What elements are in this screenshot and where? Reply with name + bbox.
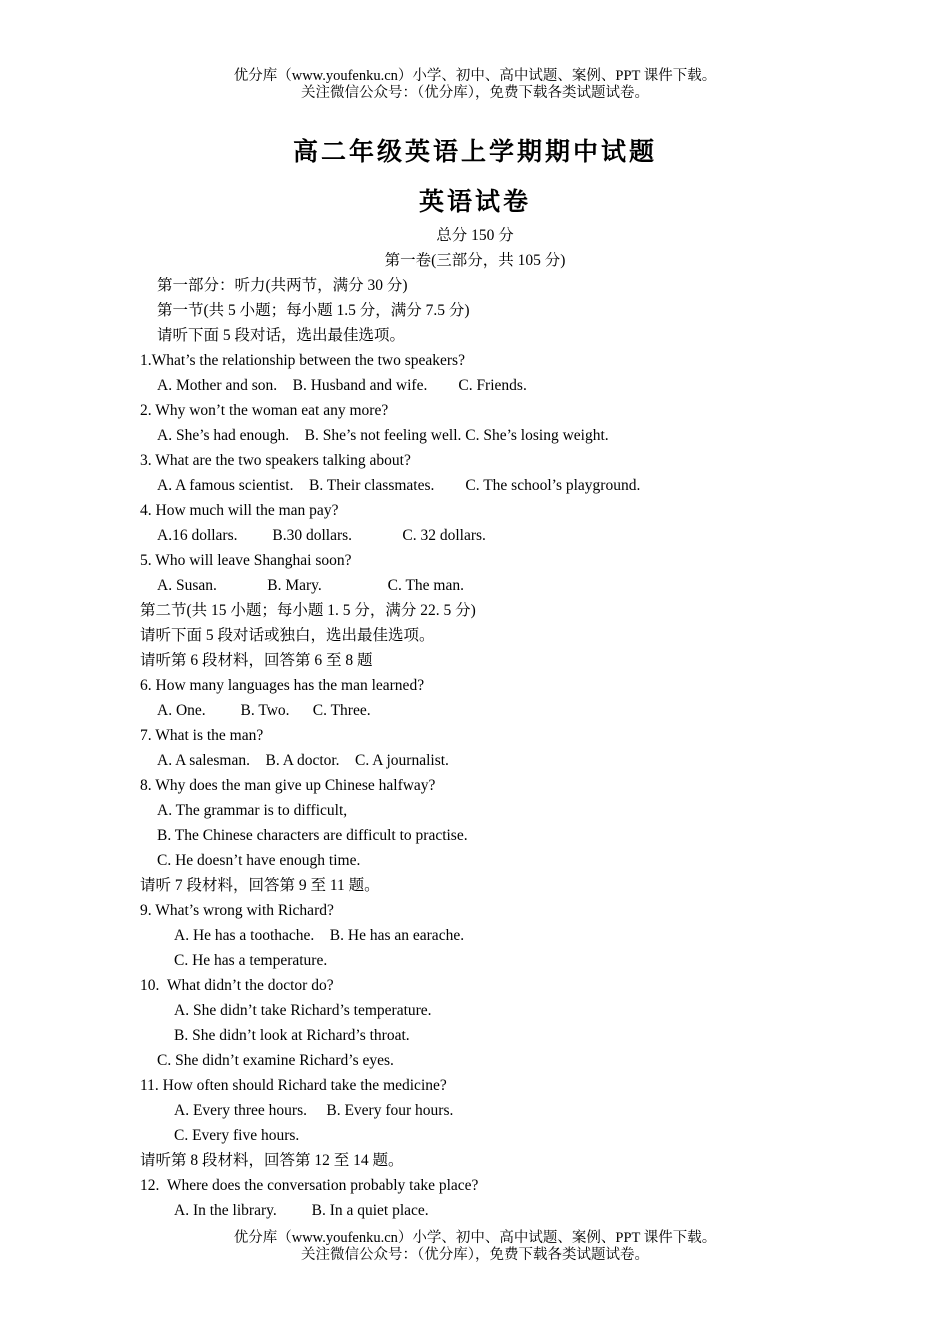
options-3: A. A famous scientist. B. Their classmates. C. The school’s playground.: [157, 477, 641, 494]
subsection-heading-2: 第二节(共 15 小题；每小题 1. 5 分，满分 22. 5 分): [140, 602, 476, 619]
question-5: 5. Who will leave Shanghai soon?: [140, 552, 352, 569]
exam-title: 高二年级英语上学期期中试题: [292, 137, 657, 166]
section-heading: 第一部分：听力(共两节，满分 30 分): [157, 277, 408, 294]
question-12: 12. Where does the conversation probably take place?: [140, 1177, 479, 1194]
header-line-1: 优分库（www.youfenku.cn）小学、初中、高中试题、案例、PPT 课件下载。: [233, 68, 717, 84]
question-10: 10. What didn’t the doctor do?: [140, 977, 334, 994]
instruction-2: 请听下面 5 段对话或独白，选出最佳选项。: [140, 627, 435, 644]
footer-line-1: 优分库（www.youfenku.cn）小学、初中、高中试题、案例、PPT 课件下载。: [233, 1230, 717, 1246]
options-11-ab: A. Every three hours. B. Every four hours.: [174, 1102, 454, 1119]
question-1: 1.What’s the relationship between the two speakers?: [140, 352, 465, 369]
question-2: 2. Why won’t the woman eat any more?: [140, 402, 389, 419]
option-9c: C. He has a temperature.: [174, 952, 328, 969]
option-8a: A. The grammar is to difficult,: [157, 802, 348, 819]
option-8b: B. The Chinese characters are difficult to practise.: [157, 827, 468, 844]
material-7-instruction: 请听 7 段材料，回答第 9 至 11 题。: [140, 877, 380, 894]
option-11c: C. Every five hours.: [174, 1127, 300, 1144]
page-footer: [0, 1230, 950, 1264]
header-line-2: 关注微信公众号：（优分库），免费下载各类试题试卷。: [301, 85, 649, 101]
options-12: A. In the library. B. In a quiet place.: [174, 1202, 429, 1219]
footer-line-2: 关注微信公众号：（优分库），免费下载各类试题试卷。: [301, 1247, 649, 1263]
options-4: A.16 dollars. B.30 dollars. C. 32 dollars.: [157, 527, 486, 544]
subsection-heading: 第一节(共 5 小题；每小题 1.5 分，满分 7.5 分): [157, 302, 470, 319]
options-2: A. She’s had enough. B. She’s not feeling well. C. She’s losing weight.: [157, 427, 609, 444]
question-8: 8. Why does the man give up Chinese halfway?: [140, 777, 436, 794]
options-5: A. Susan. B. Mary. C. The man.: [157, 577, 464, 594]
material-8-instruction: 请听第 8 段材料，回答第 12 至 14 题。: [140, 1152, 404, 1169]
options-6: A. One. B. Two. C. Three.: [157, 702, 371, 719]
question-6: 6. How many languages has the man learned?: [140, 677, 425, 694]
material-6-instruction: 请听第 6 段材料，回答第 6 至 8 题: [140, 652, 373, 669]
volume-info: 第一卷(三部分，共 105 分): [384, 252, 566, 269]
question-7: 7. What is the man?: [140, 727, 264, 744]
question-3: 3. What are the two speakers talking about?: [140, 452, 411, 469]
option-10c: C. She didn’t examine Richard’s eyes.: [157, 1052, 394, 1069]
options-1: A. Mother and son. B. Husband and wife. C. Friends.: [157, 377, 527, 394]
instruction: 请听下面 5 段对话，选出最佳选项。: [157, 327, 406, 344]
option-8c: C. He doesn’t have enough time.: [157, 852, 361, 869]
options-9-ab: A. He has a toothache. B. He has an earache.: [174, 927, 465, 944]
exam-subtitle: 英语试卷: [418, 187, 531, 216]
question-4: 4. How much will the man pay?: [140, 502, 339, 519]
question-9: 9. What’s wrong with Richard?: [140, 902, 334, 919]
options-7: A. A salesman. B. A doctor. C. A journalist.: [157, 752, 449, 769]
total-score: 总分 150 分: [436, 227, 514, 244]
option-10a: A. She didn’t take Richard’s temperature.: [174, 1002, 432, 1019]
option-10b: B. She didn’t look at Richard’s throat.: [174, 1027, 410, 1044]
question-11: 11. How often should Richard take the medicine?: [140, 1077, 447, 1094]
page-header: [0, 68, 950, 102]
